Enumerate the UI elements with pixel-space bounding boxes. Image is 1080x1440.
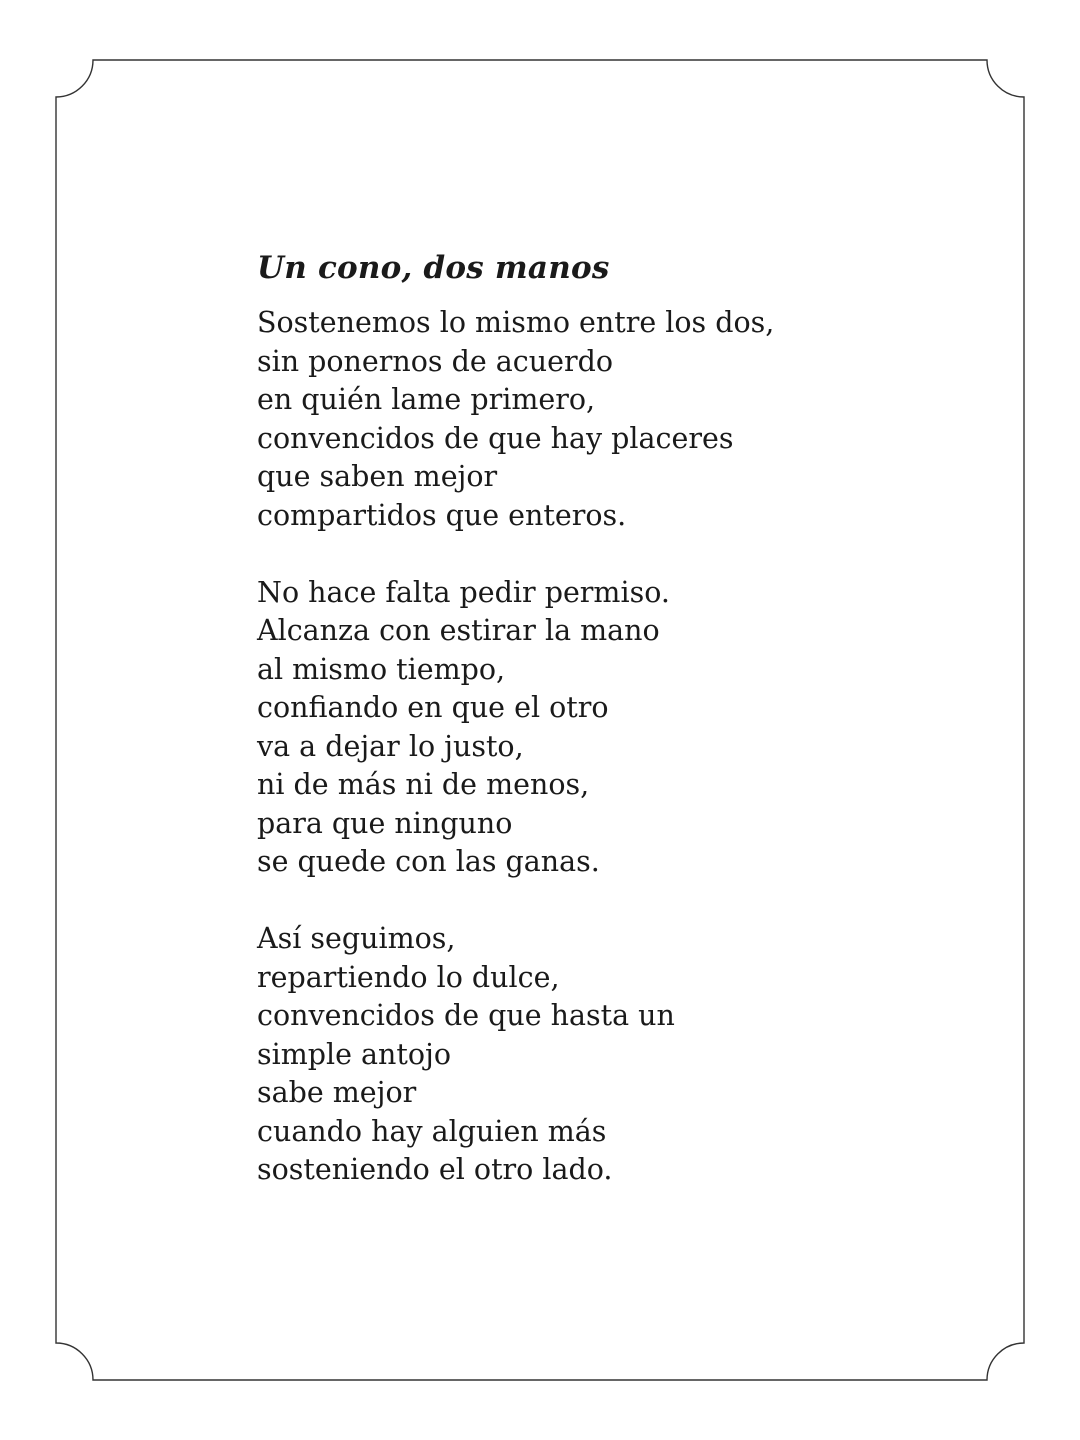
stanza-1 <box>257 304 957 535</box>
poem-line: que saben mejor <box>257 460 498 493</box>
poem-line: compartidos que enteros. <box>257 498 627 532</box>
poem-line: Así seguimos, <box>257 922 456 955</box>
poem-line: Alcanza con estirar la mano <box>257 614 660 647</box>
poem-line: sin ponernos de acuerdo <box>257 344 613 378</box>
stanza-3 <box>257 920 957 1190</box>
poem-line: Sostenemos lo mismo entre los dos, <box>257 306 775 339</box>
poem-line: simple antojo <box>257 1037 452 1071</box>
poem-line: para que ninguno <box>257 806 513 840</box>
stanza-2 <box>257 574 957 882</box>
poem-title: Un cono, dos manos <box>257 250 610 286</box>
poem-line: cuando hay alguien más <box>257 1114 607 1148</box>
poem-line: repartiendo lo dulce, <box>257 960 560 994</box>
poem-line: convencidos de que hay placeres <box>257 421 734 455</box>
poem-line: convencidos de que hasta un <box>257 999 675 1032</box>
poem-line: se quede con las ganas. <box>257 845 600 878</box>
poem-line: en quién lame primero, <box>257 383 596 416</box>
poem-line: sabe mejor <box>257 1076 417 1109</box>
poem-line: ni de más ni de menos, <box>257 768 590 801</box>
poem-line: sosteniendo el otro lado. <box>257 1153 613 1186</box>
poem-line: confiando en que el otro <box>257 691 609 724</box>
poem-line: No hace falta pedir permiso. <box>257 575 670 609</box>
poem <box>257 248 957 1228</box>
poem-line: va a dejar lo justo, <box>257 729 524 763</box>
poem-line: al mismo tiempo, <box>257 652 506 686</box>
